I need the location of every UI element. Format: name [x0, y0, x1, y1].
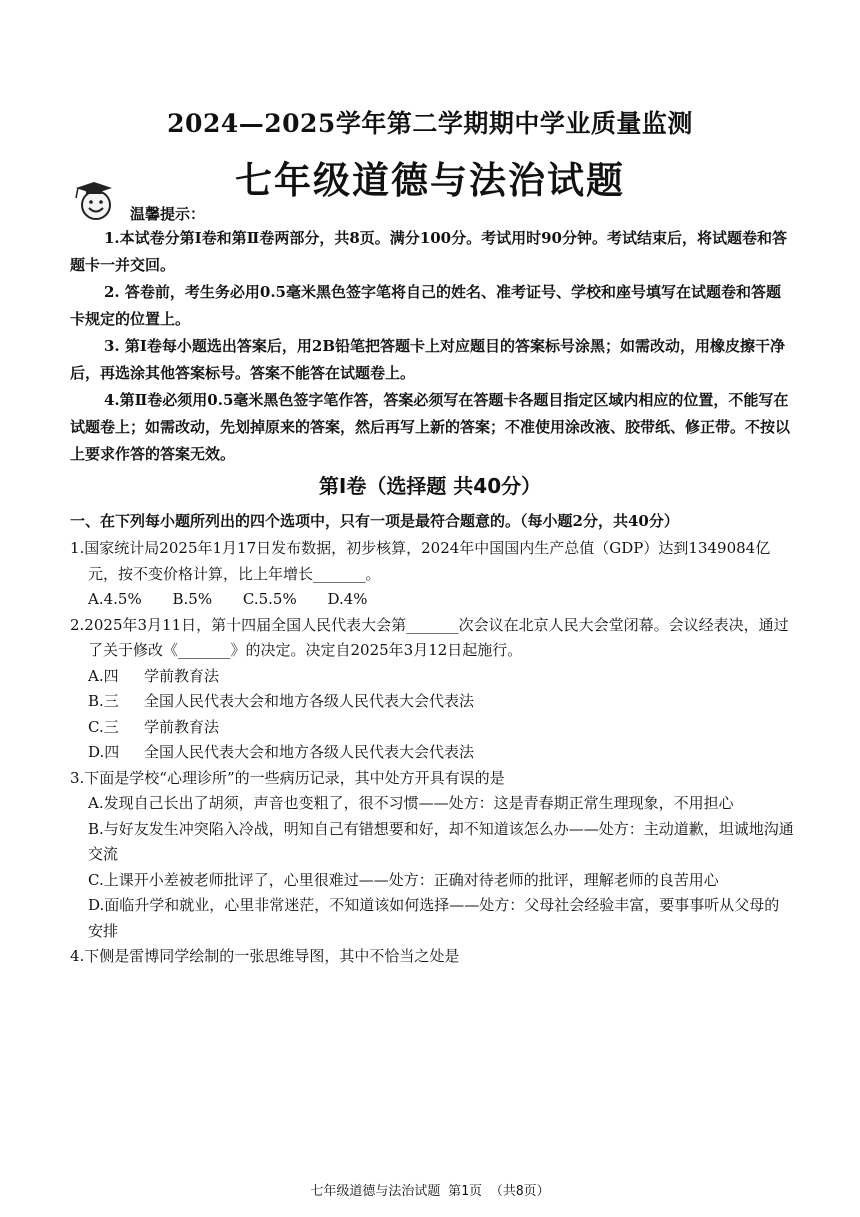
- option-b: B.5%: [172, 590, 213, 608]
- question-3: [70, 766, 794, 945]
- question-stem: 2.2025年3月11日，第十四届全国人民代表大会第_______次会议在北京人民大会堂闭幕。会议经表决，通过了关于修改《_______》的决定。决定自2025年3月12日起施行。: [70, 615, 789, 659]
- question-stem: 4.下侧是雷博同学绘制的一张思维导图，其中不恰当之处是: [70, 947, 460, 965]
- option-letter: C.三: [88, 717, 119, 736]
- question-stem: 1.国家统计局2025年1月17日发布数据，初步核算，2024年中国国内生产总值（GDP）达到1349084亿元，按不变价格计算，比上年增长_______。: [70, 539, 771, 583]
- tips-list: [70, 225, 792, 468]
- option-text: 全国人民代表大会和地方各级人民代表大会代表法: [144, 743, 475, 761]
- question-list: [70, 536, 794, 970]
- section-instruction: 一、在下列每小题所列出的四个选项中，只有一项是最符合题意的。（每小题2分，共40分）: [70, 512, 679, 530]
- tip-item: 4.第Ⅱ卷必须用0.5毫米黑色签字笔作答，答案必须写在答题卡各题目指定区域内相应的位置，不能写在试题卷上；如需改动，先划掉原来的答案，然后再写上新的答案；不准使用涂改液、胶带纸、修正带。不按以上要求作答的答案无效。: [70, 391, 791, 463]
- option-a: [70, 664, 794, 690]
- exam-subtitle: 2024—2025学年第二学期期中学业质量监测: [167, 109, 693, 138]
- option-letter: A.四: [88, 666, 119, 685]
- option-a: A.4.5%: [88, 590, 142, 608]
- tip-item: 2. 答卷前，考生务必用0.5毫米黑色签字笔将自己的姓名、准考证号、学校和座号填写在试题卷和答题卡规定的位置上。: [70, 283, 781, 328]
- option-d: D.4%: [327, 590, 368, 608]
- question-4: [70, 944, 794, 970]
- tip-item: 3. 第Ⅰ卷每小题选出答案后，用2B铅笔把答题卡上对应题目的答案标号涂黑；如需改动，用橡皮擦干净后，再选涂其他答案标号。答案不能答在试题卷上。: [70, 337, 786, 382]
- option-c: C.上课开小差被老师批评了，心里很难过——处方：正确对待老师的批评，理解老师的良苦用心: [88, 870, 719, 889]
- question-2: [70, 613, 794, 766]
- question-stem: 3.下面是学校“心理诊所”的一些病历记录，其中处方开具有误的是: [70, 768, 505, 787]
- question-1: [70, 536, 794, 613]
- option-text: 全国人民代表大会和地方各级人民代表大会代表法: [144, 692, 475, 710]
- section-title: 第Ⅰ卷（选择题 共40分）: [318, 474, 542, 498]
- tips-label: 温馨提示：: [130, 205, 206, 223]
- option-row: [70, 587, 794, 613]
- option-d: [70, 740, 794, 766]
- option-text: 学前教育法: [144, 717, 220, 736]
- option-text: 学前教育法: [144, 666, 220, 685]
- option-letter: B.三: [88, 692, 119, 710]
- option-b: B.与好友发生冲突陷入冷战，明知自己有错想要和好，却不知道该怎么办——处方：主动道歉，坦诚地沟通交流: [88, 819, 794, 863]
- exam-title: 七年级道德与法治试题: [235, 159, 625, 202]
- option-letter: D.四: [88, 743, 120, 761]
- smiley-graduate-icon: [72, 178, 116, 222]
- option-c: C.5.5%: [242, 590, 297, 608]
- option-b: [70, 689, 794, 715]
- tip-item: 1.本试卷分第Ⅰ卷和第Ⅱ卷两部分，共8页。满分100分。考试用时90分钟。考试结束后，将试题卷和答题卡一并交回。: [70, 229, 787, 274]
- option-a: A.发现自己长出了胡须，声音也变粗了，很不习惯——处方：这是青春期正常生理现象，不用担心: [88, 794, 734, 812]
- option-c: [70, 715, 794, 741]
- page-footer: 七年级道德与法治试题 第1页 （共8页）: [310, 1184, 550, 1199]
- option-d: D.面临升学和就业，心里非常迷茫，不知道该如何选择——处方：父母社会经验丰富，要事事听从父母的安排: [88, 896, 780, 940]
